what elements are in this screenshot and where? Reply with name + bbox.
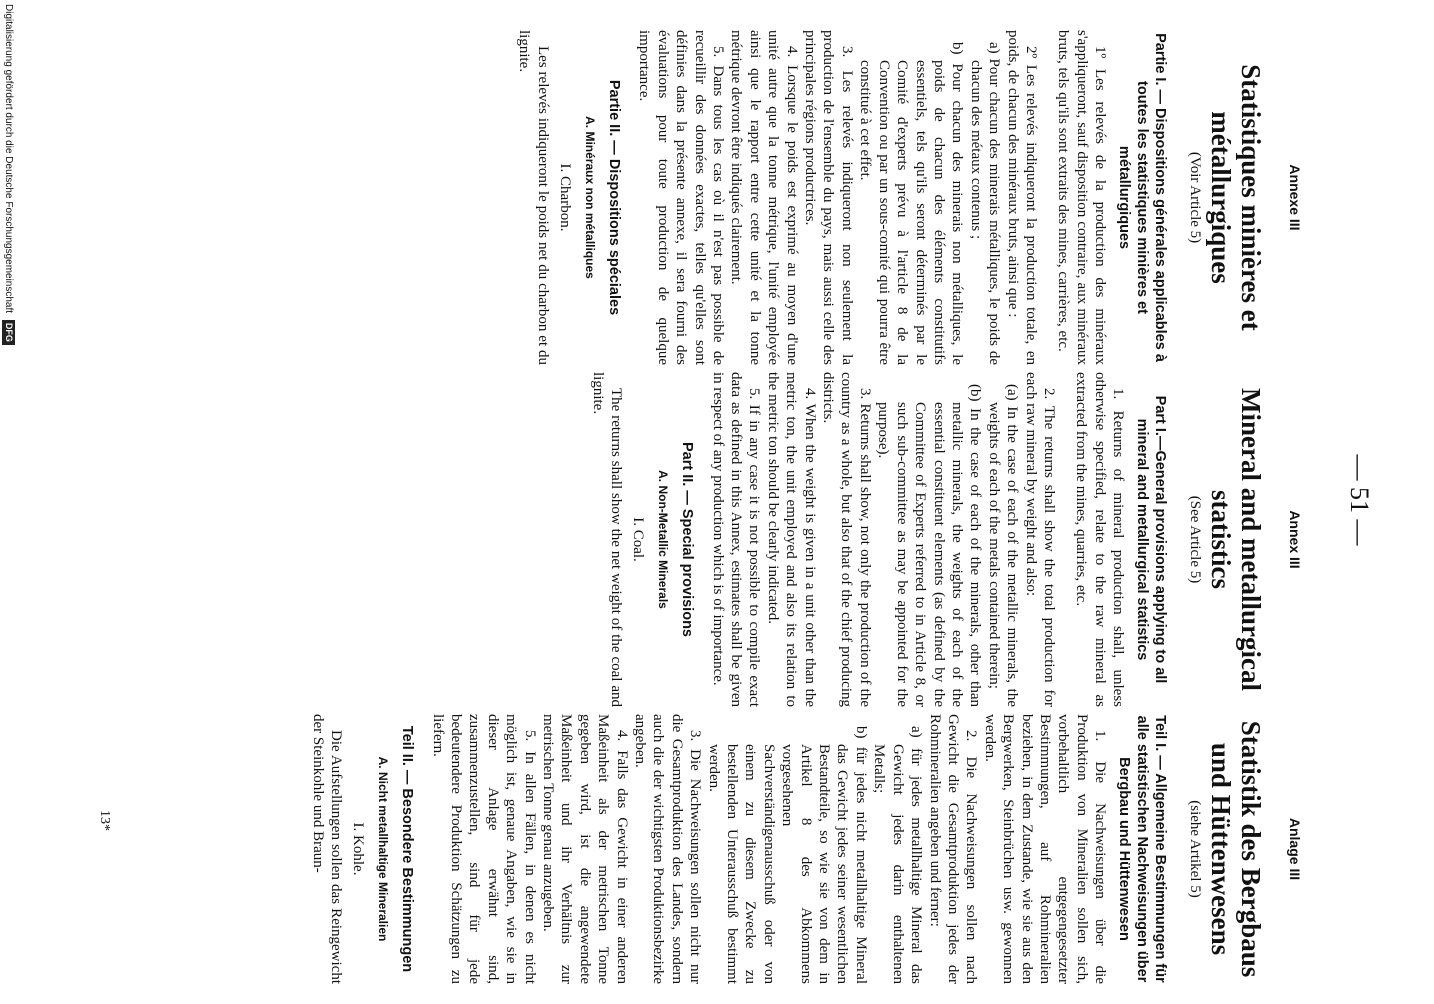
english-column	[588, 372, 1304, 707]
footer-signature-mark: 13*	[97, 810, 112, 831]
french-paragraph-1: 1º Les relevés de la production des minéraux s'appliqueront, sauf disposition contraire, aux minéraux bruts, tels qu'ils sont extraits des mines, carrières, etc.	[1055, 30, 1109, 365]
french-part2-heading: Partie II. — Dispositions spéciales	[606, 79, 623, 316]
german-paragraph-2: 2. Die Nachweisungen sollen nach Gewicht die Gesamtproduktion jedes der Rohmineralien angeben und ferner:	[926, 714, 980, 984]
french-paragraph-2: 2º Les relevés indiqueront la production totale, en poids, de chacun des minéraux bruts, ainsi que :	[1004, 30, 1039, 365]
french-annex-label: Annexe III	[1287, 164, 1303, 231]
french-paragraph-6: Les relevés indiqueront le poids net du charbon et du lignite.	[516, 30, 551, 365]
german-paragraph-2a: a) für jedes metallhaltige Mineral das Gewicht jedes darin enthaltenen Metalls;	[871, 726, 925, 984]
german-title: Statistik des Bergbaus und Hüttenwesens	[1205, 720, 1266, 978]
digitization-note: Digitalisierung gefördert durch die Deutsche Forschungsgemeinschaft	[3, 4, 14, 314]
page-number: — 51 —	[1345, 454, 1374, 546]
french-paragraph-5: 5. Dans tous les cas où il n'est pas possible de recueillir des données exactes, telles qu'elles sont définies dans la présente annexe, il sera fourni des évaluations pour toute production de quelque importance.	[636, 30, 727, 365]
english-paragraph-3: 3. Returns shall show, not only the production of the country as a whole, but also that of the chief producing districts.	[820, 372, 873, 707]
english-part1-heading: Part I.—General provisions applying to all mineral and metallurgical statistics	[1134, 395, 1169, 684]
english-title: Mineral and metallurgical statistics	[1205, 388, 1266, 691]
english-paragraph-2b: (b) In the case of each of the minerals, other than metallic minerals, the weights of each of the essential constituent elements (as defined by the Committee of Experts referred to in Article 8, or such sub-committee as may be appointed for the purpose).	[875, 384, 984, 707]
french-column	[515, 30, 1304, 365]
english-section-a: A. Non-Metallic Minerals	[655, 470, 670, 609]
french-part1-heading: Partie I. — Dispositions générales applicables à toutes les statistiques minières et métallurgiques	[1116, 33, 1169, 362]
german-item-1: I. Kohle.	[350, 822, 367, 876]
english-paragraph-1: 1. Returns of mineral production shall, unless otherwise specified, relate to the raw mineral as extracted from the mines, quarries, etc.	[1073, 372, 1127, 707]
english-see-article: (See Article 5)	[1186, 495, 1203, 584]
french-section-a: A. Minéraux non métalliques	[582, 116, 597, 279]
english-annex-label: Annex III	[1287, 510, 1303, 569]
french-paragraph-2a: a) Pour chacun des minerais métalliques, le poids de chacun des métaux contenus ;	[967, 42, 1003, 365]
english-item-1: I. Coal.	[630, 517, 647, 562]
french-paragraph-4: 4. Lorsque le poids est exprimé au moyen d'une unité autre que la tonne métrique, l'unité employée ainsi que le rapport entre cette unité et la tonne métrique devront être indiqués clairement.	[728, 30, 800, 365]
french-see-article: (Voir Article 5)	[1186, 151, 1203, 244]
german-annex-label: Anlage III	[1287, 817, 1303, 881]
german-part2-heading: Teil II. — Besondere Bestimmungen	[399, 725, 416, 973]
english-part2-heading: Part II. — Special provisions	[679, 441, 696, 637]
english-paragraph-2: 2. The returns shall show the total production for each raw mineral by weight and also:	[1022, 372, 1057, 707]
dfg-logo: DFG	[2, 320, 15, 345]
german-section-a: A. Nicht metallhaltige Mineralien	[375, 756, 390, 942]
french-paragraph-2b: b) Pour chacun des minerais non métalliques, le poids de chacun des éléments constitutifs essentiels, tels qu'ils seront déterminés par le Comité d'experts prévu à l'article 8 de la Convention ou par un sous-comité qui pourra être constitué à cet effet.	[857, 42, 966, 365]
german-paragraph-1: 1. Die Nachweisungen über die Produktion von Mineralien sollen sich, vorbehaltlich entgegengesetzter Bestimmungen, auf Rohmineralien beziehen, in dem Zustande, wie sie aus den Bergwerken, Steinbrüchen usw. gewonnen werden.	[981, 714, 1109, 984]
english-paragraph-6: The returns shall show the net weight of the coal and lignite.	[589, 372, 625, 707]
german-part1-heading: Teil I. — Allgemeine Bestimmungen für alle statistischen Nachweisungen über Bergbau und Hüttenwesen	[1116, 715, 1169, 983]
german-see-article: (siehe Artikel 5)	[1186, 800, 1203, 898]
english-paragraph-4: 4. When the weight is given in a unit other than the metric ton, the unit employed and also its relation to the metric ton should be clearly indicated.	[764, 372, 818, 707]
german-column	[308, 714, 1304, 984]
german-paragraph-2b: b) für jedes nicht metallhaltige Mineral das Gewicht jedes seiner wesentlichen Bestandteile, so wie sie von dem in Artikel 8 des Abkommens vorgesehenen Sachverständigenausschuß oder von einem zu diesem Zwecke zu bestellenden Unterausschuß bestimmt werden.	[705, 726, 869, 984]
german-paragraph-5: 5. In allen Fällen, in denen es nicht möglich ist, genaue Angaben, wie sie in dieser Anlage erwähnt sind, zusammenzustellen, sind für jede bedeutendere Produktion Schätzungen zu liefern.	[429, 714, 538, 984]
french-paragraph-3: 3. Les relevés indiqueront non seulement la production de l'ensemble du pays, mais aussi celle des principales régions productrices.	[802, 30, 855, 365]
german-paragraph-6: Die Aufstellungen sollen das Reingewicht der Steinkohle und Braun-	[309, 714, 344, 984]
digitization-credit	[0, 0, 16, 1004]
german-paragraph-3: 3. Die Nachweisungen sollen nicht nur die Gesamtproduktion des Landes, sondern auch die der wichtigsten Produktionsbezirke angeben.	[632, 714, 704, 984]
french-title: Statistiques minières et métallurgiques	[1205, 64, 1266, 331]
english-paragraph-5: 5. If in any case it is not possible to compile exact data as defined in this Annex, estimates shall be given in respect of any production which is of importance.	[709, 372, 763, 707]
french-item-1: I. Charbon.	[557, 163, 574, 232]
german-paragraph-4: 4. Falls das Gewicht in einer anderen Maßeinheit als der metrischen Tonne gegeben wird, ist die angewendete Maßeinheit und ihr Verhältnis zur metrischen Tonne genau anzugeben.	[540, 714, 630, 984]
english-paragraph-2a: (a) In the case of each of the metallic minerals, the weights of each of the metals contained therein;	[985, 384, 1021, 707]
